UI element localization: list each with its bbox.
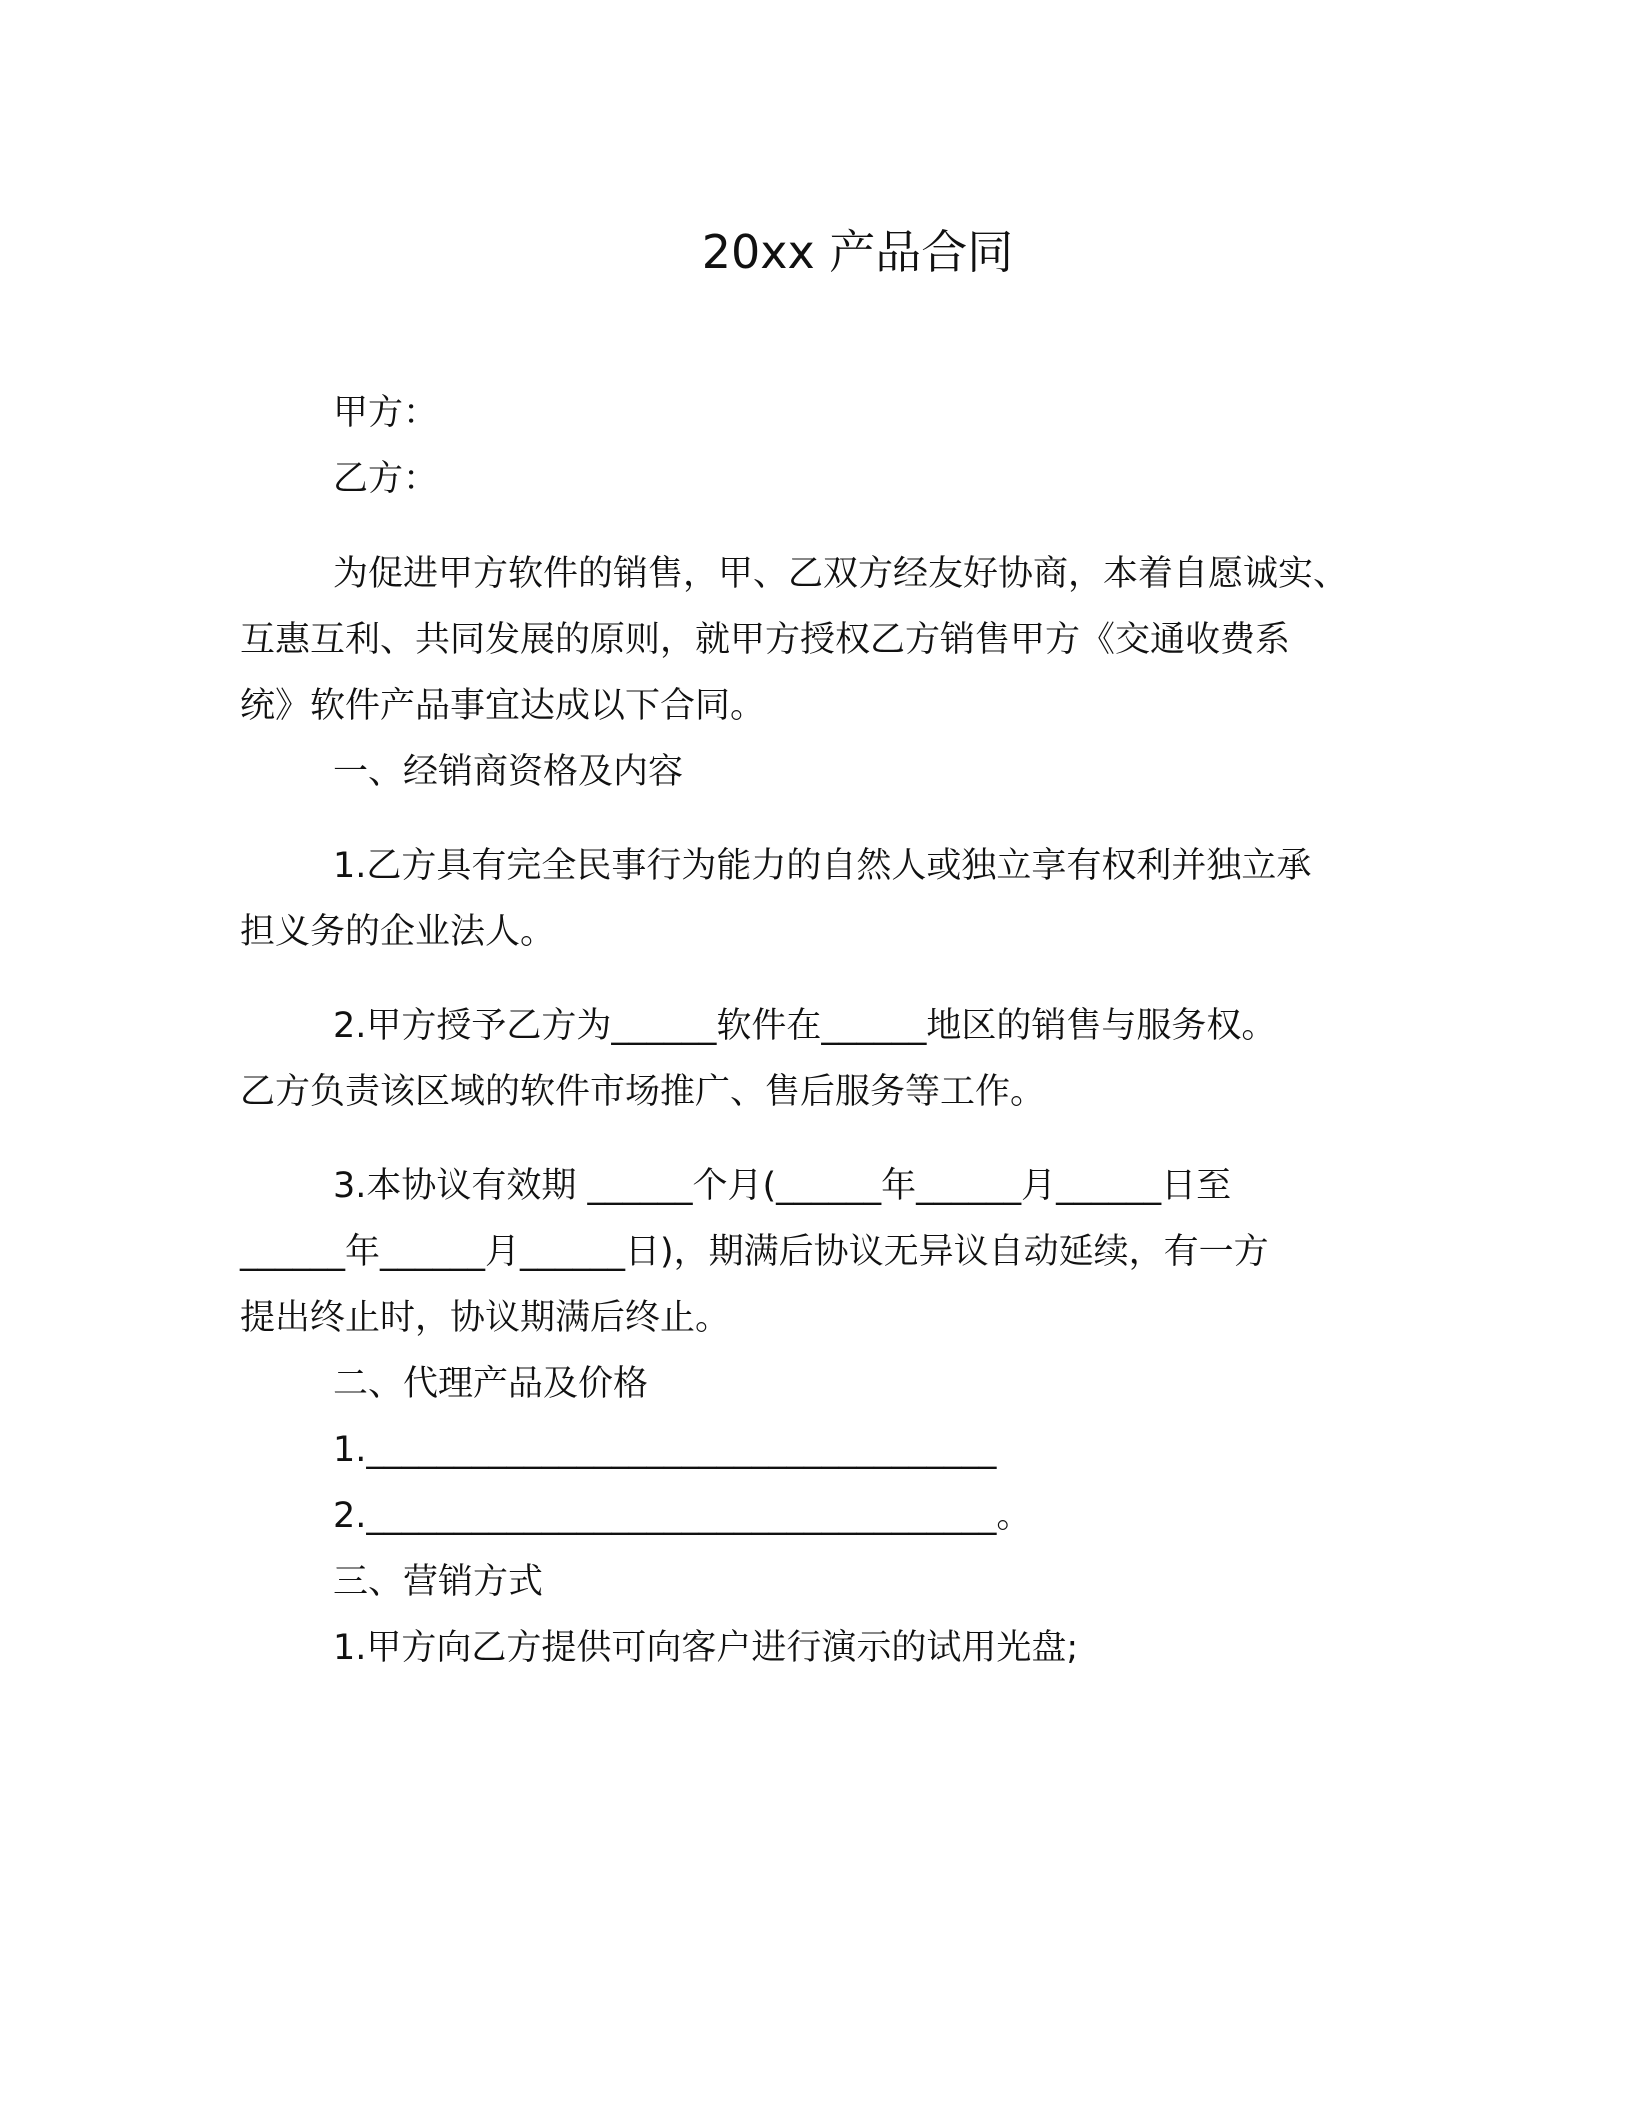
section-2-heading: 二、代理产品及价格 (333, 1364, 649, 1404)
intro-line-2: 互惠互利、共同发展的原则，就甲方授权乙方销售甲方《交通收费系 (240, 620, 1291, 660)
section-1-heading: 一、经销商资格及内容 (333, 752, 684, 792)
document-body (240, 380, 1405, 1681)
section-1-item-2 (240, 993, 1405, 1125)
section-2-item-1: 1.____________________________________ (333, 1430, 997, 1470)
section-3-heading: 三、营销方式 (333, 1562, 544, 1602)
section-2-item-2: 2.____________________________________。 (333, 1496, 1032, 1536)
section-1-item-1-line-1: 1.乙方具有完全民事行为能力的自然人或独立享有权利并独立承 (333, 846, 1312, 886)
section-1-item-3-line-2: ______年______月______日)，期满后协议无异议自动延续，有一方 (240, 1232, 1269, 1272)
section-1-item-3-line-1: 3.本协议有效期 ______个月(______年______月______日至 (333, 1166, 1232, 1206)
section-1-item-3-line-3: 提出终止时，协议期满后终止。 (240, 1298, 731, 1338)
party-b-label: 乙方： (333, 459, 439, 499)
section-1-item-3 (240, 1153, 1405, 1351)
section-3-item-1: 1.甲方向乙方提供可向客户进行演示的试用光盘; (333, 1628, 1079, 1668)
section-1-item-1-line-2: 担义务的企业法人。 (240, 912, 556, 952)
section-1-item-2-line-1: 2.甲方授予乙方为______软件在______地区的销售与服务权。 (333, 1006, 1277, 1046)
document-title: 20xx 产品合同 (701, 225, 1014, 279)
section-1-item-1 (240, 833, 1405, 965)
intro-line-1: 为促进甲方软件的销售，甲、乙双方经友好协商，本着自愿诚实、 (333, 554, 1349, 594)
party-a-label: 甲方： (333, 393, 439, 433)
intro-line-3: 统》软件产品事宜达成以下合同。 (240, 686, 766, 726)
section-1-item-2-line-2: 乙方负责该区域的软件市场推广、售后服务等工作。 (240, 1072, 1046, 1112)
intro-paragraph (240, 541, 1405, 739)
